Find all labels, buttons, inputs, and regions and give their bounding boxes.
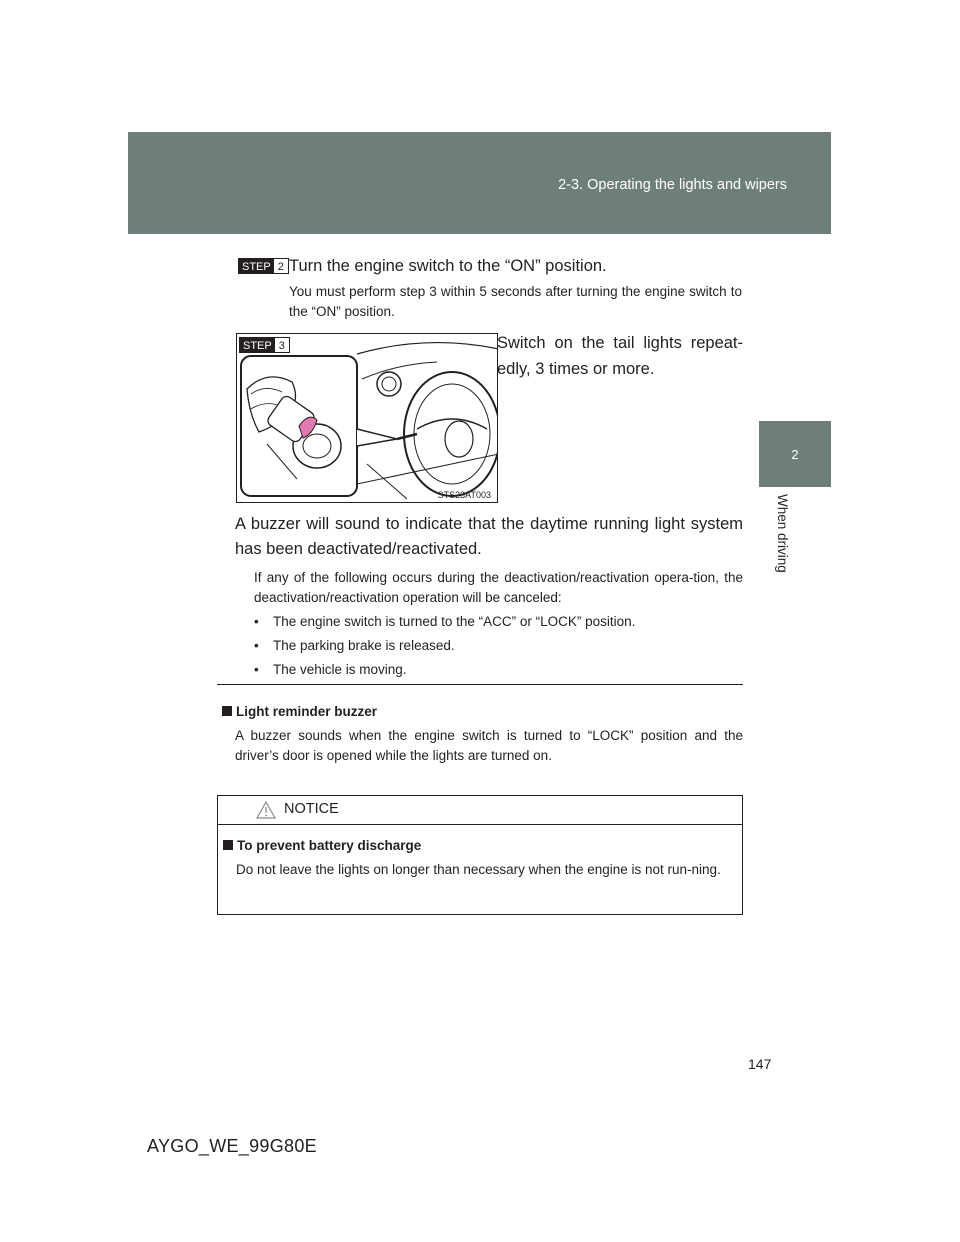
cancel-conditions-list	[254, 612, 744, 684]
list-item: • The vehicle is moving.	[254, 660, 744, 680]
step2-note: You must perform step 3 within 5 seconds after turning the engine switch to the “ON” position.	[289, 284, 742, 319]
warning-triangle-icon	[256, 801, 276, 819]
step2-badge-word: STEP	[239, 259, 274, 273]
step2-badge	[238, 258, 289, 274]
list-item: • The parking brake is released.	[254, 636, 744, 656]
reminder-heading	[222, 702, 722, 722]
document-code: AYGO_WE_99G80E	[147, 1136, 317, 1156]
square-bullet-icon	[223, 840, 233, 850]
header-band	[128, 132, 831, 234]
notice-heading	[223, 836, 723, 856]
section-divider	[217, 684, 743, 685]
step2-instruction: Turn the engine switch to the “ON” position.	[289, 257, 607, 275]
chapter-tab	[759, 421, 831, 487]
notice-box	[217, 795, 743, 915]
list-item: • The engine switch is turned to the “ACC” or “LOCK” position.	[254, 612, 744, 632]
step3-badge	[239, 337, 290, 353]
notice-title: NOTICE	[284, 801, 339, 817]
step3-instruction: Switch on the tail lights repeat-edly, 3 times or more.	[497, 334, 743, 378]
chapter-label	[761, 494, 831, 604]
page-number: 147	[748, 1056, 772, 1072]
chapter-label-text: When driving	[775, 494, 790, 573]
step3-badge-word: STEP	[240, 338, 275, 352]
reminder-text: A buzzer sounds when the engine switch is turned to “LOCK” position and the driver’s door is opened while the lights are turned on.	[235, 728, 743, 763]
square-bullet-icon	[222, 706, 232, 716]
notice-heading-text: To prevent battery discharge	[237, 838, 422, 853]
chapter-number: 2	[791, 446, 799, 462]
step3-illustration	[236, 333, 498, 503]
cancel-note: If any of the following occurs during the deactivation/reactivation opera-tion, the deactivation/reactivation operation will be canceled:	[254, 570, 743, 605]
illustration-code: STS23AT003	[437, 490, 491, 500]
notice-header	[218, 796, 742, 825]
section-title: 2-3. Operating the lights and wipers	[558, 177, 787, 193]
notice-text: Do not leave the lights on longer than necessary when the engine is not run-ning.	[236, 862, 721, 877]
reminder-heading-text: Light reminder buzzer	[236, 704, 378, 719]
result-text: A buzzer will sound to indicate that the daytime running light system has been deactivated/reactivated.	[235, 515, 743, 558]
dashboard-illustration	[237, 334, 498, 503]
step3-badge-number: 3	[275, 338, 289, 352]
step2-badge-number: 2	[274, 259, 288, 273]
